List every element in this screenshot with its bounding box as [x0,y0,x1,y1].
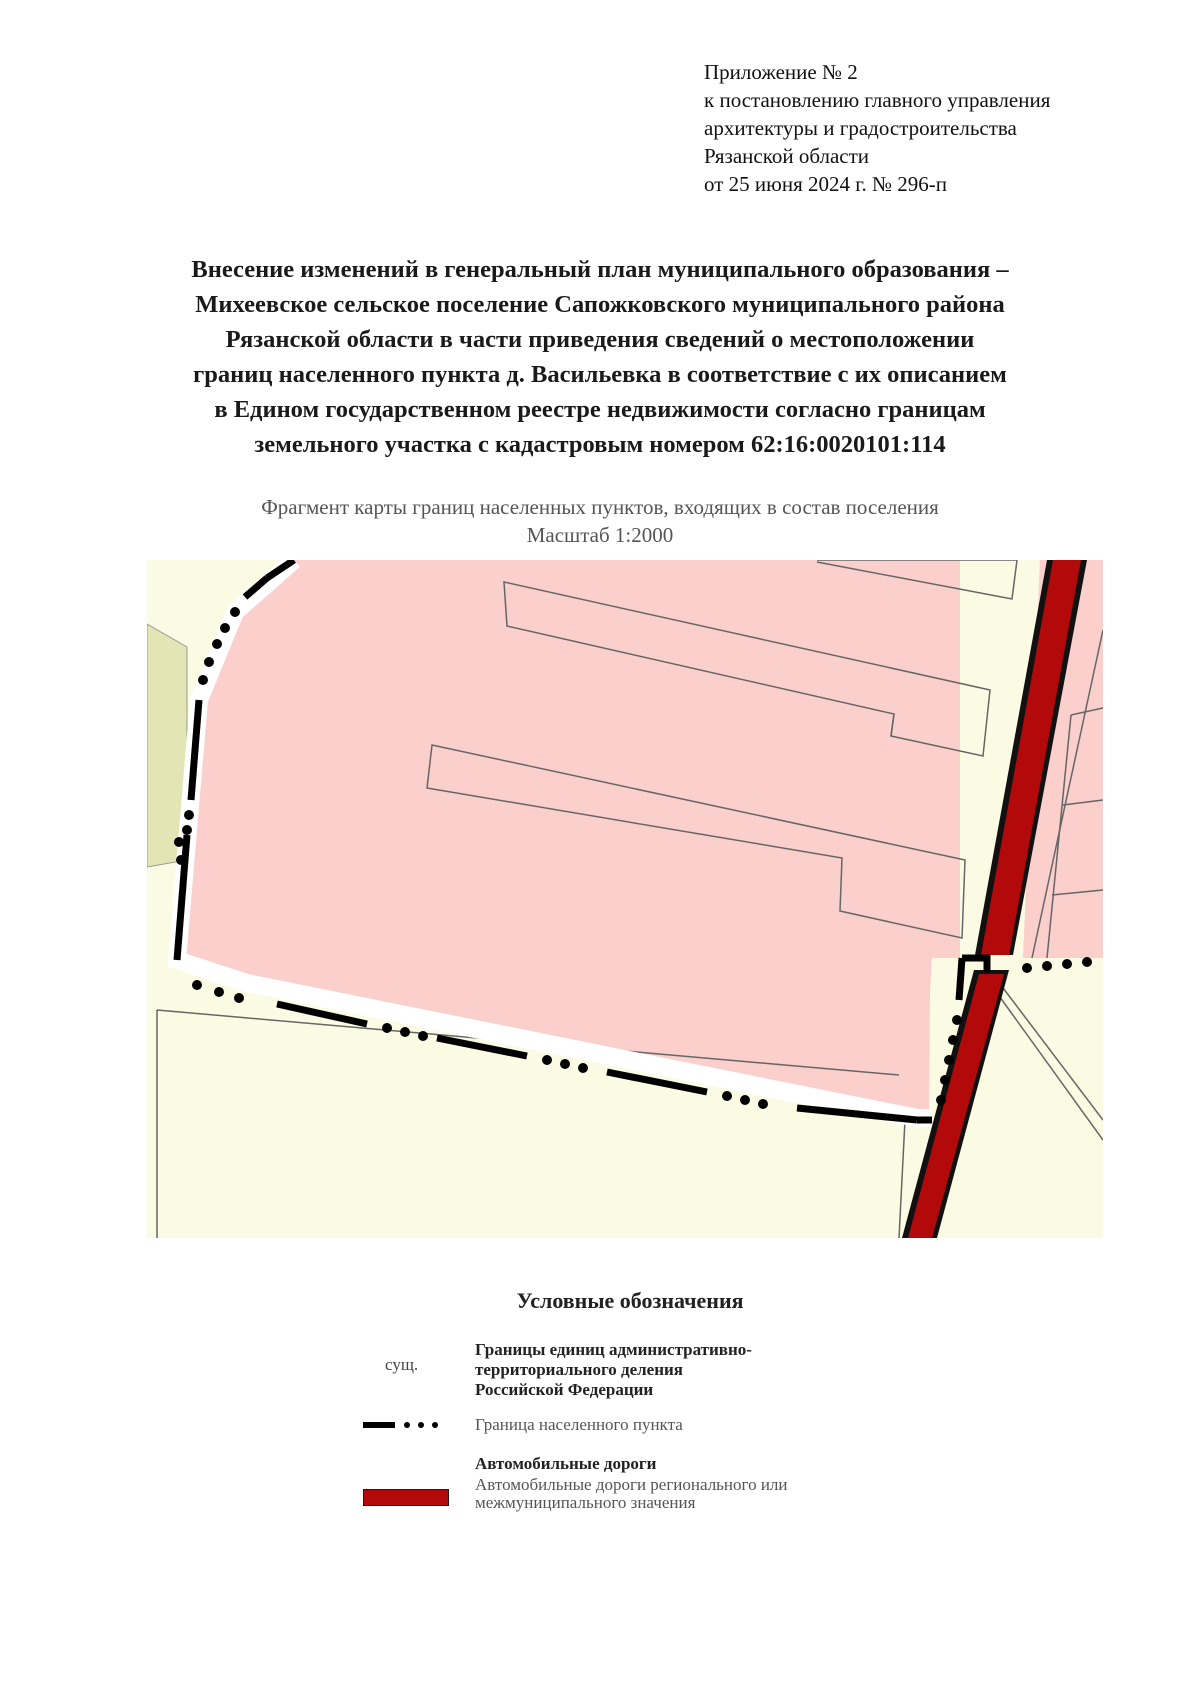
appendix-line: Приложение № 2 [704,60,858,84]
title-line: границ населенного пункта д. Васильевка в соответствие с их описанием [193,361,1007,388]
title-line: Рязанской области в части приведения сведений о местоположении [225,326,975,353]
map-fragment [147,560,1103,1238]
legend-admin-line: территориального деления [475,1360,684,1379]
legend-admin-heading [475,1340,752,1400]
appendix-line: к постановлению главного управления [704,88,1051,112]
appendix-block [704,58,1050,198]
title-line: в Едином государственном реестре недвижимости согласно границам [214,396,986,423]
legend-roads-line: межмуниципального значения [475,1493,696,1512]
appendix-line: от 25 июня 2024 г. № 296-п [704,172,947,196]
legend-abbr: сущ. [385,1355,419,1374]
legend-roads-label [475,1476,788,1512]
title-line: Михеевское сельское поселение Сапожковского муниципального района [195,291,1005,318]
legend-roads-heading: Автомобильные дороги [475,1454,657,1473]
legend-admin-line: Границы единиц административно- [475,1340,752,1359]
map-caption [100,493,1100,549]
legend-boundary-text: Граница населенного пункта [475,1415,683,1434]
legend-boundary-symbol [363,1418,453,1432]
document-title [100,252,1100,462]
title-line: Внесение изменений в генеральный план муниципального образования – [191,256,1009,283]
legend-boundary-label [475,1416,683,1434]
legend-road-symbol [363,1489,449,1506]
caption-line: Фрагмент карты границ населенных пунктов, входящих в состав поселения [261,495,939,519]
title-line: земельного участка с кадастровым номером 62:16:0020101:114 [254,431,946,458]
legend-roads-line: Автомобильные дороги регионального или [475,1475,788,1494]
appendix-line: архитектуры и градостроительства [704,116,1017,140]
legend-admin-line: Российской Федерации [475,1380,654,1399]
legend-title: Условные обозначения [516,1288,744,1313]
appendix-line: Рязанской области [704,144,870,168]
map-scale: Масштаб 1:2000 [526,523,674,547]
